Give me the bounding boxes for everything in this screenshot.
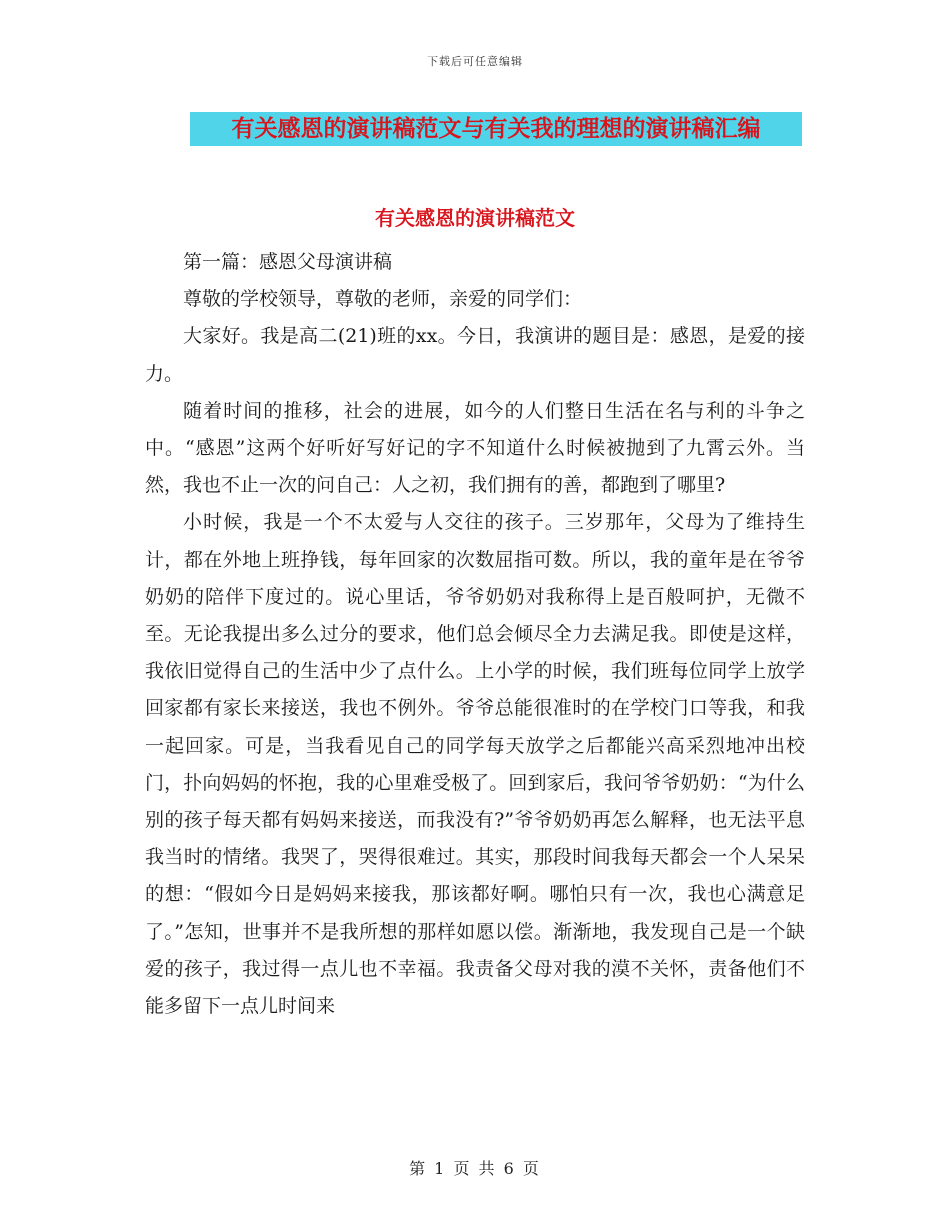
paragraph-salutation: 尊敬的学校领导，尊敬的老师，亲爱的同学们：: [183, 288, 583, 311]
page-header-note: 下载后可任意编辑: [427, 55, 523, 68]
paragraph-heading: 第一篇：感恩父母演讲稿: [183, 251, 393, 273]
section-title: 有关感恩的演讲稿范文: [375, 206, 575, 230]
main-title-highlight: [190, 112, 802, 146]
document-body: [145, 244, 805, 1025]
page-footer: 第 1 页 共 6 页: [409, 1159, 541, 1178]
paragraph: 小时候，我是一个不太爱与人交往的孩子。三岁那年，父母为了维持生计，都在外地上班挣钱，每年回家的次数屈指可数。所以，我的童年是在爷爷奶奶的陪伴下度过的。说心里话，爷爷奶奶对我称得上是百般呵护，无微不至。无论我提出多么过分的要求，他们总会倾尽全力去满足我。即使是这样，我依旧觉得自己的生活中少了点什么。上小学的时候，我们班每位同学上放学回家都有家长来接送，我也不例外。爷爷总能很准时的在学校门口等我，和我一起回家。可是，当我看见自己的同学每天放学之后都能兴高采烈地冲出校门，扑向妈妈的怀抱，我的心里难受极了。回到家后，我问爷爷奶奶：“为什么别的孩子每天都有妈妈来接送，而我没有?”爷爷奶奶再怎么解释，也无法平息我当时的情绪。我哭了，哭得很难过。其实，那段时间我每天都会一个人呆呆的想：“假如今日是妈妈来接我，那该都好啊。哪怕只有一次，我也心满意足了。”怎知，世事并不是我所想的那样如愿以偿。渐渐地，我发现自己是一个缺爱的孩子，我过得一点儿也不幸福。我责备父母对我的漠不关怀，责备他们不能多留下一点儿时间来: [145, 511, 805, 1018]
paragraph: 大家好。我是高二(21)班的xx。今日，我演讲的题目是：感恩，是爱的接力。: [145, 325, 805, 385]
paragraph: 随着时间的推移，社会的进展，如今的人们整日生活在名与利的斗争之中。“感恩”这两个好听好写好记的字不知道什么时候被抛到了九霄云外。当然，我也不止一次的问自己：人之初，我们拥有的善，都跑到了哪里?: [145, 399, 805, 497]
main-title: 有关感恩的演讲稿范文与有关我的理想的演讲稿汇编: [231, 116, 761, 142]
